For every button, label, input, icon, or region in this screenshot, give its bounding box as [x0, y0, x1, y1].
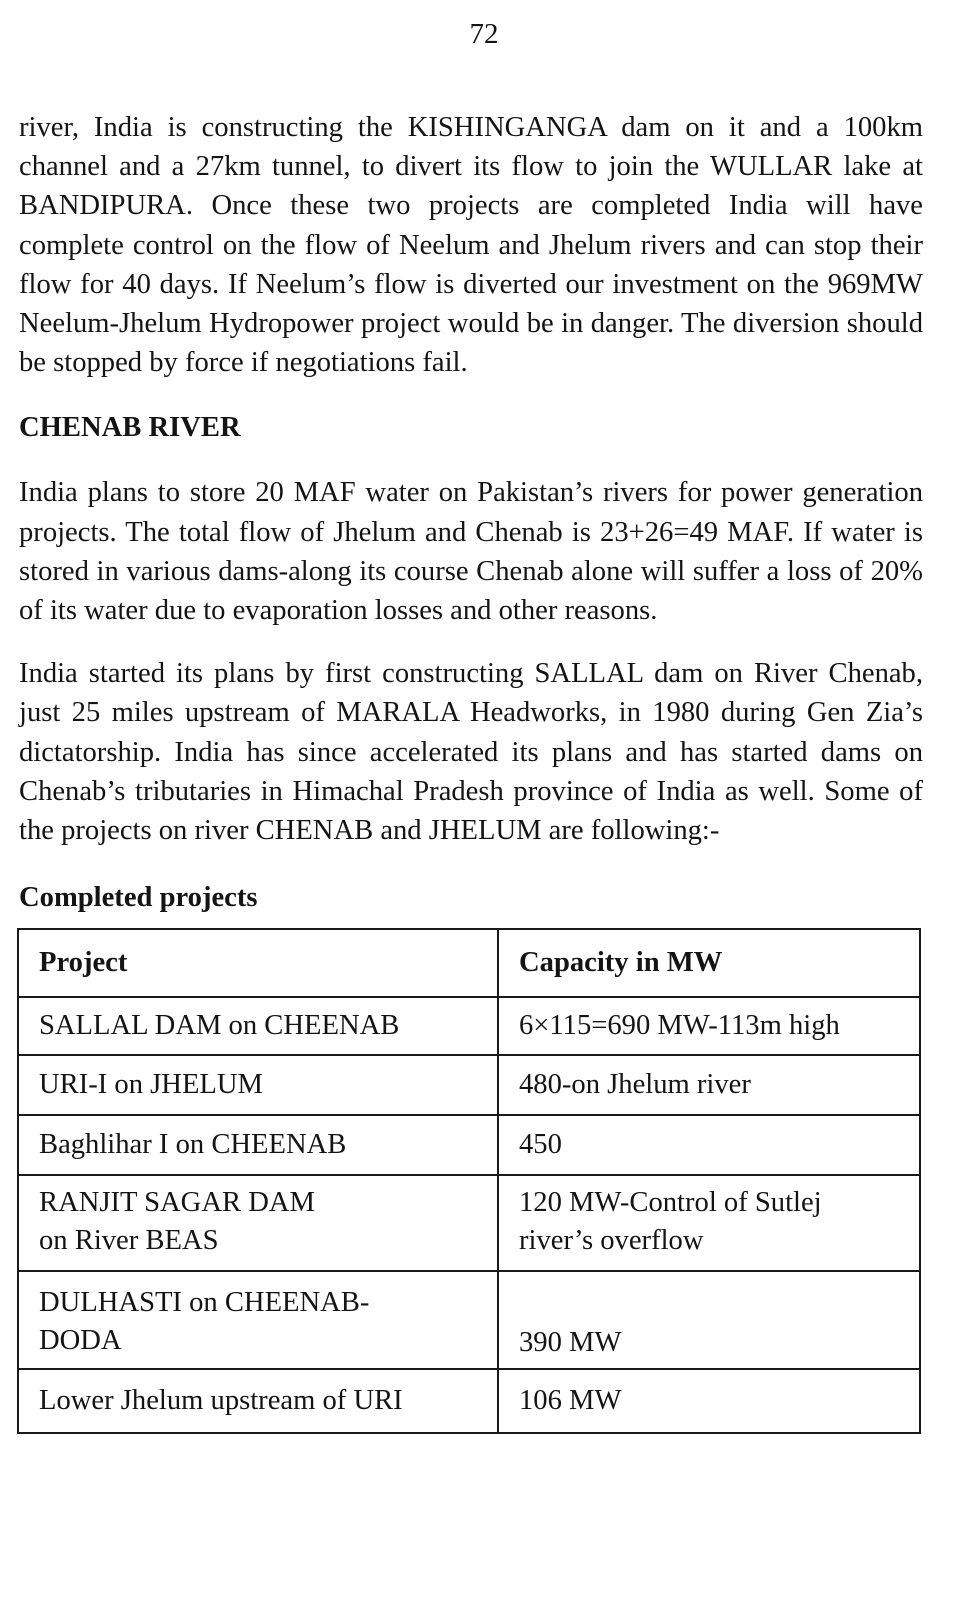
capacity-cell	[498, 1115, 920, 1175]
project-cell	[18, 1055, 498, 1115]
project-name: Baghlihar I on CHEENAB	[39, 1129, 347, 1161]
capacity-cell	[498, 1271, 920, 1369]
heading-completed-projects: Completed projects	[19, 882, 258, 914]
capacity-value: 120 MW-Control of Sutlej	[519, 1187, 822, 1219]
project-name: SALLAL DAM on CHEENAB	[39, 1010, 400, 1042]
capacity-value: 106 MW	[519, 1385, 622, 1417]
capacity-value: 480-on Jhelum river	[519, 1069, 751, 1101]
completed-projects-table	[17, 928, 921, 1434]
table-row	[18, 1175, 920, 1271]
project-name-continued: DODA	[39, 1325, 122, 1357]
project-cell	[18, 997, 498, 1055]
project-cell	[18, 1271, 498, 1369]
capacity-value: 450	[519, 1129, 562, 1161]
table-header-row	[18, 929, 920, 997]
paragraph-storage: India plans to store 20 MAF water on Pakistan’s rivers for power generation projects. The total flow of Jhelum and Chenab is 23+26=49 MAF. If water is stored in various dams-along its course Chenab alone will suffer a loss of 20% of its water due to evaporation losses and other reasons.	[19, 477, 923, 627]
capacity-value: 6×115=690 MW-113m high	[519, 1010, 840, 1042]
table-row	[18, 1369, 920, 1433]
capacity-value-continued: river’s overflow	[519, 1225, 704, 1257]
column-header-capacity: Capacity in MW	[498, 929, 920, 997]
capacity-cell	[498, 997, 920, 1055]
column-header-project: Project	[18, 929, 498, 997]
project-name: URI-I on JHELUM	[39, 1069, 263, 1101]
project-name: Lower Jhelum upstream of URI	[39, 1385, 403, 1417]
table-row	[18, 1271, 920, 1369]
table-row	[18, 1055, 920, 1115]
project-name: DULHASTI on CHEENAB-	[39, 1287, 370, 1319]
project-name-continued: on River BEAS	[39, 1225, 219, 1257]
capacity-value: 390 MW	[519, 1327, 622, 1359]
page-number: 72	[469, 18, 499, 50]
page-content	[19, 108, 923, 1434]
project-cell	[18, 1115, 498, 1175]
capacity-cell	[498, 1055, 920, 1115]
table-row	[18, 1115, 920, 1175]
paragraph-kishanganga: river, India is constructing the KISHINGANGA dam on it and a 100km channel and a 27km tunnel, to divert its flow to join the WULLAR lake at BANDIPURA. Once these two projects are completed India will have complete control on the flow of Neelum and Jhelum rivers and can stop their flow for 40 days. If Neelum’s flow is diverted our investment on the 969MW Neelum-Jhelum Hydropower project would be in danger. The diversion should be stopped by force if negotiations fail.	[19, 112, 923, 379]
heading-chenab-river: CHENAB RIVER	[19, 412, 241, 444]
project-name: RANJIT SAGAR DAM	[39, 1187, 315, 1219]
project-cell	[18, 1369, 498, 1433]
table-row	[18, 997, 920, 1055]
paragraph-sallal: India started its plans by first constructing SALLAL dam on River Chenab, just 25 miles upstream of MARALA Headworks, in 1980 during Gen Zia’s dictatorship. India has since accelerated its plans and has started dams on Chenab’s tributaries in Himachal Pradesh province of India as well. Some of the projects on river CHENAB and JHELUM are following:-	[19, 658, 923, 847]
capacity-cell	[498, 1369, 920, 1433]
capacity-cell	[498, 1175, 920, 1271]
project-cell	[18, 1175, 498, 1271]
